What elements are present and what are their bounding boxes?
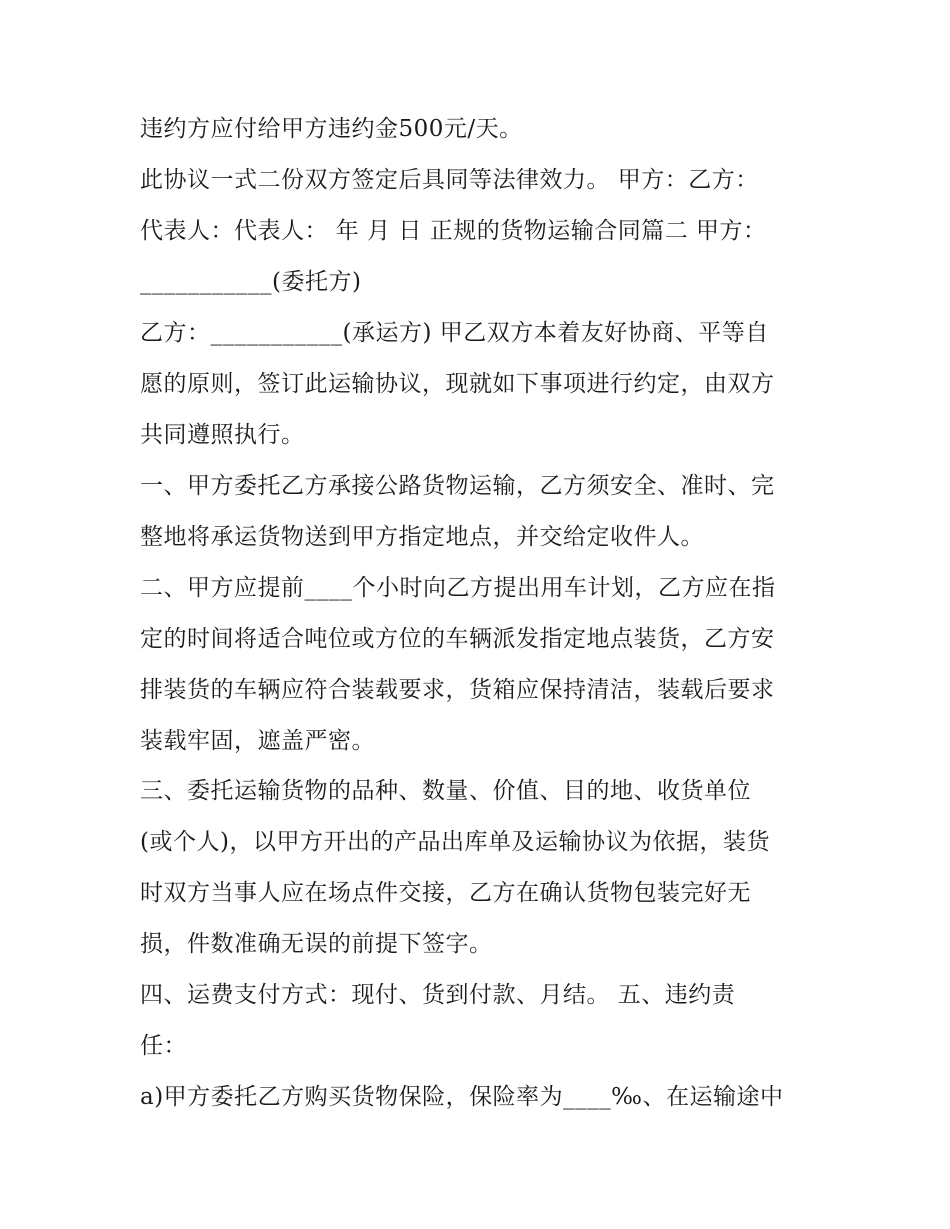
text-line-15: (或个人)，以甲方开出的产品出库单及运输协议为依据，装货 [140,829,770,855]
text-line-4: ___________(委托方) [140,269,362,295]
text-line-5: 乙方：___________(承运方) 甲乙双方本着友好协商、平等自 [140,320,769,346]
text-line-11: 定的时间将适合吨位或方位的车辆派发指定地点装货，乙方安 [140,626,775,652]
text-line-8: 一、甲方委托乙方承接公路货物运输，乙方须安全、准时、完 [140,473,775,499]
text-line-12: 排装货的车辆应符合装载要求，货箱应保持清洁，装载后要求 [140,677,775,703]
text-line-9: 整地将承运货物送到甲方指定地点，并交给定收件人。 [140,524,704,550]
text-line-3: 代表人：代表人： 年 月 日 正规的货物运输合同篇二 甲方： [140,218,767,244]
text-line-2: 此协议一式二份双方签定后具同等法律效力。 甲方：乙方： [140,167,759,193]
text-line-7: 共同遵照执行。 [140,422,305,448]
text-line-18: 四、运费支付方式：现付、货到付款、月结。 五、违约责 [140,982,736,1008]
text-line-14: 三、委托运输货物的品种、数量、价值、目的地、收货单位 [140,778,751,804]
text-line-20: a)甲方委托乙方购买货物保险，保险率为____‰、在运输途中 [140,1084,784,1110]
text-line-16: 时双方当事人应在场点件交接，乙方在确认货物包装完好无 [140,880,751,906]
text-line-6: 愿的原则，签订此运输协议，现就如下事项进行约定，由双方 [140,371,775,397]
text-line-17: 损，件数准确无误的前提下签字。 [140,931,493,957]
text-line-13: 装载牢固，遮盖严密。 [140,728,375,754]
text-line-10: 二、甲方应提前____个小时向乙方提出用车计划，乙方应在指 [140,575,776,601]
text-line-1: 违约方应付给甲方违约金500元/天。 [140,116,523,142]
text-line-19: 任： [140,1033,187,1059]
